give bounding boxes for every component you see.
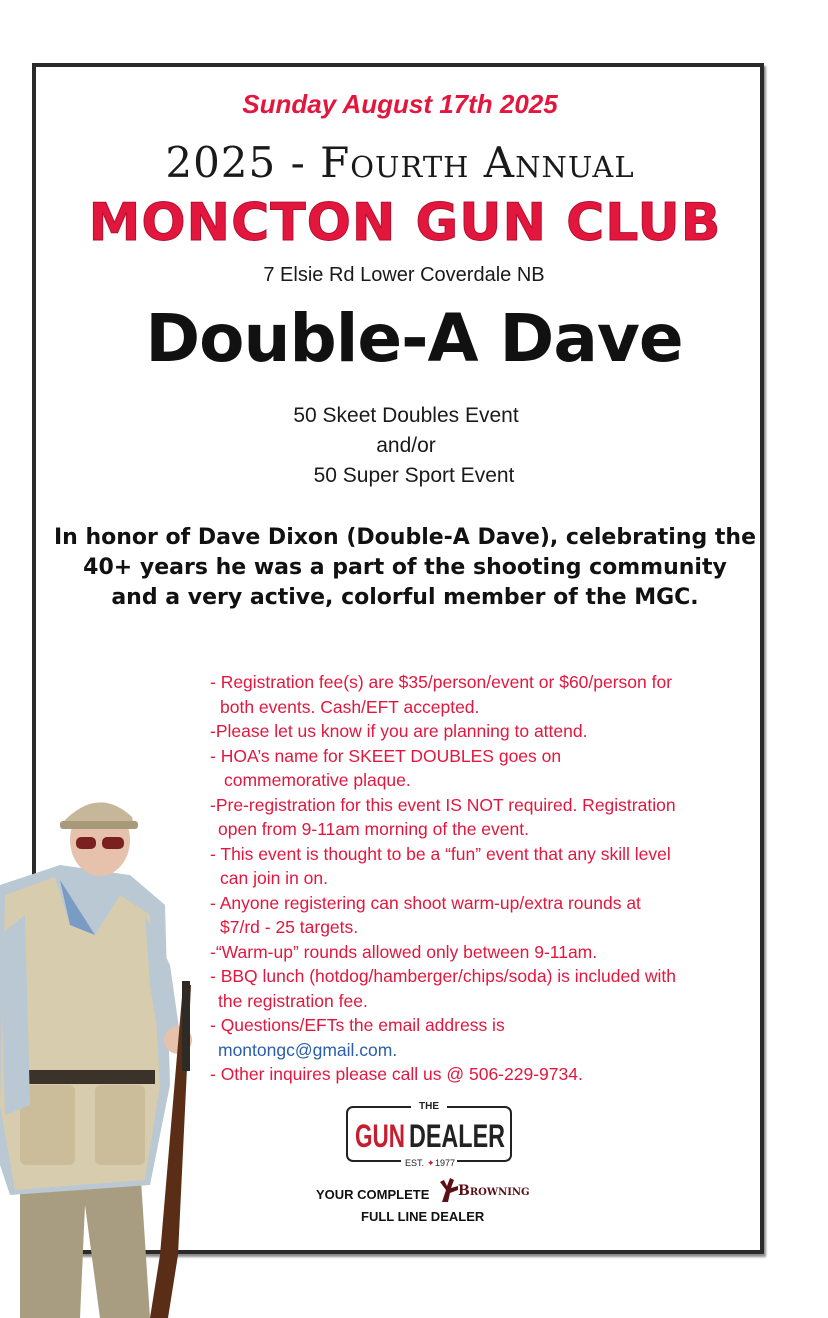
logo-gun: GUN: [355, 1118, 405, 1154]
event-line-andor: and/or: [376, 434, 436, 457]
honor-line: 40+ years he was a part of the shooting community: [83, 555, 727, 580]
browning-brand: Browning: [458, 1183, 530, 1199]
gun-dealer-logo: [343, 1095, 515, 1173]
detail-line: can join in on.: [220, 868, 328, 888]
detail-line: - Registration fee(s) are $35/person/event or $60/person for: [210, 672, 673, 692]
detail-line: the registration fee.: [218, 990, 368, 1011]
logo-dealer: DEALER: [409, 1118, 505, 1154]
honor-line: In honor of Dave Dixon (Double-A Dave), celebrating the: [53, 525, 757, 550]
detail-line: - Other inquires please call us @ 506-229-9734.: [210, 1064, 583, 1084]
club-name: MONCTON GUN CLUB: [88, 193, 722, 253]
detail-line: $7/rd - 25 targets.: [220, 917, 359, 937]
event-line-skeet: 50 Skeet Doubles Event: [293, 404, 519, 427]
detail-line: - Anyone registering can shoot warm-up/extra rounds at: [210, 892, 641, 913]
event-date: Sunday August 17th 2025: [242, 89, 558, 119]
email-suffix: .: [392, 1039, 398, 1060]
detail-line: -“Warm-up” rounds allowed only between 9-11am.: [210, 941, 598, 962]
detail-line: -Please let us know if you are planning to attend.: [210, 721, 588, 741]
logo-the: THE: [419, 1101, 439, 1112]
honor-line: and a very active, colorful member of the MGC.: [111, 585, 699, 610]
maple-leaf-icon: ✦: [427, 1158, 435, 1168]
event-title: Double-A Dave: [145, 300, 683, 377]
detail-line: - HOA’s name for SKEET DOUBLES goes on: [210, 745, 562, 766]
club-address: 7 Elsie Rd Lower Coverdale NB: [263, 264, 545, 286]
detail-line: - Questions/EFTs the email address is: [210, 1015, 505, 1035]
detail-line: open from 9-11am morning of the event.: [218, 819, 529, 839]
detail-line: commemorative plaque.: [224, 770, 411, 790]
tagline-full-line: FULL LINE DEALER: [361, 1209, 485, 1224]
detail-line: -Pre-registration for this event IS NOT required. Registration: [210, 794, 676, 815]
logo-est: EST.: [405, 1158, 425, 1168]
annual-heading: 2025 - Fourth Annual: [165, 138, 635, 187]
event-line-supersport: 50 Super Sport Event: [313, 464, 515, 487]
email-link[interactable]: montongc@gmail.com: [218, 1039, 393, 1060]
email-line: [210, 1038, 690, 1063]
logo-year: 1977: [435, 1158, 456, 1168]
shooter-photo: [0, 785, 205, 1318]
honor-statement: [0, 523, 810, 613]
event-details-list: [210, 670, 690, 1087]
detail-line: - BBQ lunch (hotdog/hamberger/chips/soda) is included with: [210, 966, 676, 986]
detail-line: both events. Cash/EFT accepted.: [220, 696, 480, 717]
tagline-your-complete: YOUR COMPLETE: [316, 1187, 430, 1202]
buckmark-icon: [438, 1176, 460, 1204]
detail-line: - This event is thought to be a “fun” event that any skill level: [210, 843, 671, 864]
